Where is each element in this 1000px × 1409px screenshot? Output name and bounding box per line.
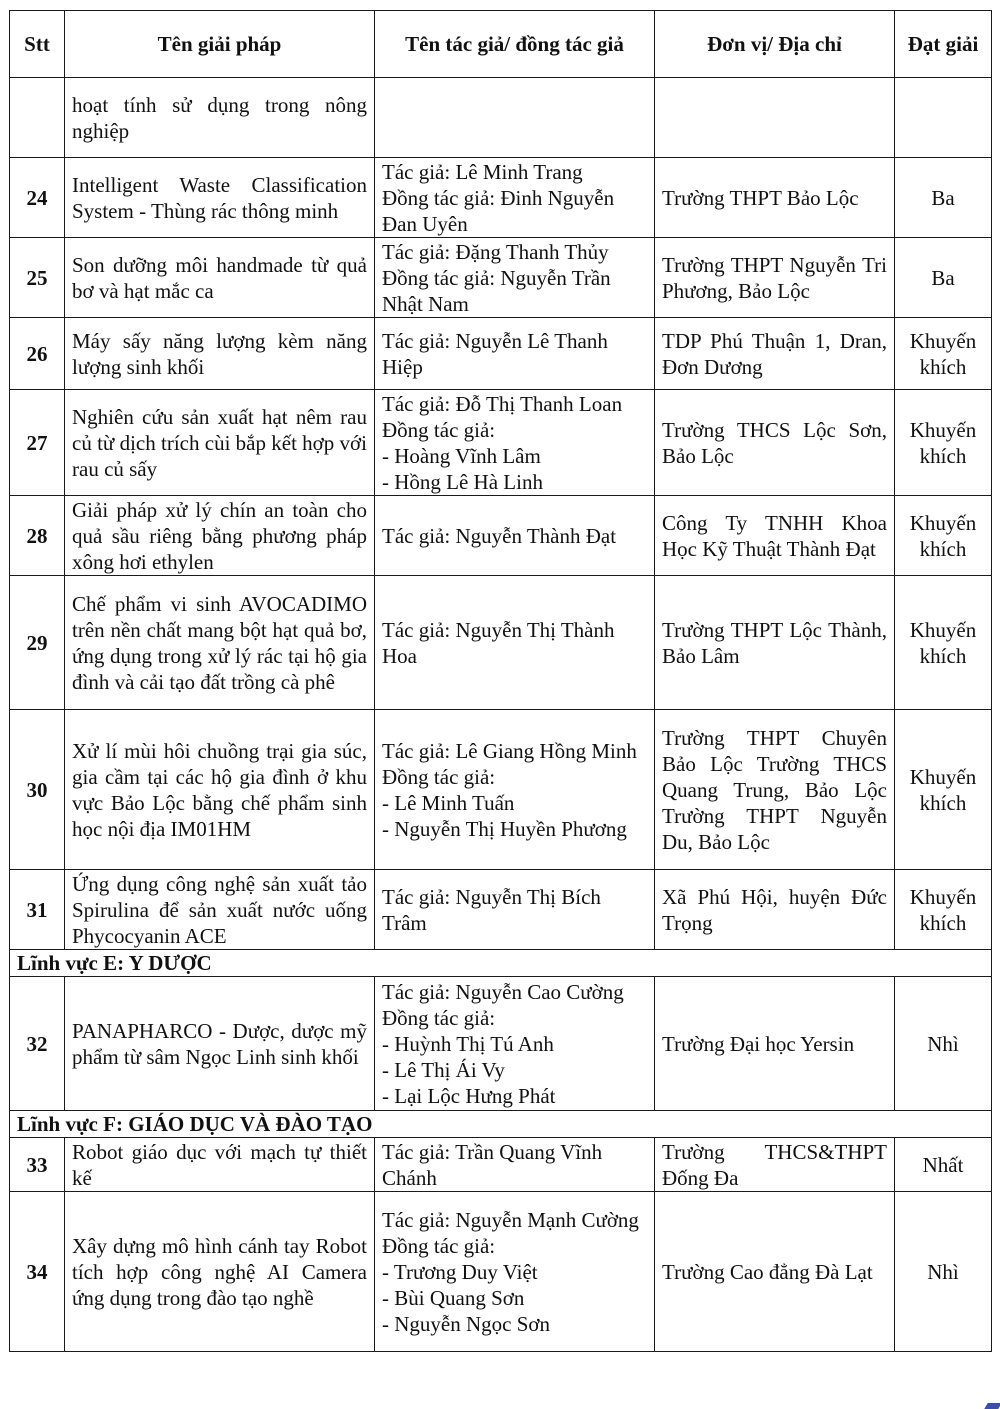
solution-name-cell: hoạt tính sử dụng trong nông nghiệp xyxy=(65,78,375,158)
solution-name-cell: Chế phẩm vi sinh AVOCADIMO trên nền chất mang bột hạt quả bơ, ứng dụng trong xử lý rác tại hộ gia đình và cải tạo đất trồng cà phê xyxy=(65,576,375,710)
co-author-line: - Hồng Lê Hà Linh xyxy=(382,469,543,494)
author-line: Tác giả: Nguyễn Thị Thành Hoa xyxy=(382,617,615,668)
unit-address-cell: Trường THPT Lộc Thành, Bảo Lâm xyxy=(655,576,895,710)
prize-cell: Khuyến khích xyxy=(895,318,992,390)
co-author-line: - Lê Minh Tuấn xyxy=(382,790,515,815)
prize-cell: Ba xyxy=(895,238,992,318)
header-name: Tên giải pháp xyxy=(65,11,375,78)
stt-cell: 34 xyxy=(10,1192,65,1352)
table-row xyxy=(10,78,992,158)
stt-cell: 30 xyxy=(10,710,65,870)
stt-cell: 33 xyxy=(10,1138,65,1192)
stt-cell: 25 xyxy=(10,238,65,318)
unit-address-cell: Trường THPT Chuyên Bảo Lộc Trường THCS Quang Trung, Bảo Lộc Trường THPT Nguyễn Du, Bảo Lộc xyxy=(655,710,895,870)
prize-cell: Khuyến khích xyxy=(895,390,992,496)
prize-cell: Khuyến khích xyxy=(895,576,992,710)
unit-address-cell: Trường Đại học Yersin xyxy=(655,977,895,1111)
co-author-line: - Nguyễn Ngọc Sơn xyxy=(382,1311,550,1336)
solution-name-cell: Xử lí mùi hôi chuồng trại gia súc, gia cầm tại các hộ gia đình ở khu vực Bảo Lộc bằng chế phẩm sinh học nội địa IM01HM xyxy=(65,710,375,870)
table-row xyxy=(10,576,992,710)
unit-address-cell: Xã Phú Hội, huyện Đức Trọng xyxy=(655,870,895,950)
table-row xyxy=(10,496,992,576)
co-author-line: Đồng tác giả: Nguyễn Trần Nhật Nam xyxy=(382,265,611,316)
stt-cell: 29 xyxy=(10,576,65,710)
table-row xyxy=(10,870,992,950)
co-author-line: - Hoàng Vĩnh Lâm xyxy=(382,443,541,468)
co-author-line: - Lại Lộc Hưng Phát xyxy=(382,1083,556,1108)
unit-address-cell xyxy=(655,78,895,158)
co-author-line: - Nguyễn Thị Huyền Phương xyxy=(382,816,627,841)
authors-cell xyxy=(375,576,655,710)
authors-cell xyxy=(375,1138,655,1192)
solution-name-cell: Ứng dụng công nghệ sản xuất tảo Spirulina để sản xuất nước uống Phycocyanin ACE xyxy=(65,870,375,950)
author-line: Tác giả: Đỗ Thị Thanh Loan xyxy=(382,391,623,416)
co-author-line: - Bùi Quang Sơn xyxy=(382,1285,525,1310)
table-row xyxy=(10,977,992,1111)
corner-mark xyxy=(984,1403,1000,1409)
solution-name-cell: Nghiên cứu sản xuất hạt nêm rau củ từ dịch trích cùi bắp kết hợp với rau củ sấy xyxy=(65,390,375,496)
table-row xyxy=(10,318,992,390)
co-author-line: Đồng tác giả: xyxy=(382,417,496,442)
solution-name-cell: Giải pháp xử lý chín an toàn cho quả sầu riêng bằng phương pháp xông hơi ethylen xyxy=(65,496,375,576)
co-author-line: Đồng tác giả: xyxy=(382,764,496,789)
authors-cell xyxy=(375,158,655,238)
unit-address-cell: Trường THCS&THPT Đống Đa xyxy=(655,1138,895,1192)
co-author-line: - Lê Thị Ái Vy xyxy=(382,1057,505,1082)
authors-cell xyxy=(375,496,655,576)
unit-address-cell: Trường Cao đẳng Đà Lạt xyxy=(655,1192,895,1352)
unit-address-cell: Trường THPT Bảo Lộc xyxy=(655,158,895,238)
document-page xyxy=(9,10,992,1352)
table-row xyxy=(10,390,992,496)
table-row xyxy=(10,1192,992,1352)
table-row xyxy=(10,710,992,870)
author-line: Tác giả: Lê Minh Trang xyxy=(382,159,583,184)
prize-cell: Khuyến khích xyxy=(895,870,992,950)
author-line: Tác giả: Nguyễn Lê Thanh Hiệp xyxy=(382,328,608,379)
stt-cell: 31 xyxy=(10,870,65,950)
author-line: Tác giả: Nguyễn Cao Cường xyxy=(382,979,624,1004)
solution-name-cell: Robot giáo dục với mạch tự thiết kế xyxy=(65,1138,375,1192)
authors-cell xyxy=(375,318,655,390)
solution-name-cell: Son dưỡng môi handmade từ quả bơ và hạt mắc ca xyxy=(65,238,375,318)
prize-cell: Nhì xyxy=(895,1192,992,1352)
prize-cell: Khuyến khích xyxy=(895,496,992,576)
prize-cell: Ba xyxy=(895,158,992,238)
authors-cell xyxy=(375,238,655,318)
co-author-line: - Trương Duy Việt xyxy=(382,1259,538,1284)
prize-cell: Khuyến khích xyxy=(895,710,992,870)
solution-name-cell: PANAPHARCO - Dược, dược mỹ phẩm từ sâm Ngọc Linh sinh khối xyxy=(65,977,375,1111)
co-author-line: Đồng tác giả: Đinh Nguyễn Đan Uyên xyxy=(382,185,615,236)
unit-address-cell: Công Ty TNHH Khoa Học Kỹ Thuật Thành Đạt xyxy=(655,496,895,576)
section-row xyxy=(10,1111,992,1138)
author-line: Tác giả: Nguyễn Mạnh Cường xyxy=(382,1207,639,1232)
unit-address-cell: Trường THPT Nguyễn Tri Phương, Bảo Lộc xyxy=(655,238,895,318)
header-row xyxy=(10,11,992,78)
authors-cell xyxy=(375,870,655,950)
authors-cell xyxy=(375,977,655,1111)
header-stt: Stt xyxy=(10,11,65,78)
header-authors: Tên tác giả/ đồng tác giả xyxy=(375,11,655,78)
unit-address-cell: Trường THCS Lộc Sơn, Bảo Lộc xyxy=(655,390,895,496)
co-author-line: - Huỳnh Thị Tú Anh xyxy=(382,1031,554,1056)
table-row xyxy=(10,1138,992,1192)
author-line: Tác giả: Nguyễn Thành Đạt xyxy=(382,523,617,548)
prize-cell: Nhì xyxy=(895,977,992,1111)
solution-name-cell: Intelligent Waste Classification System - Thùng rác thông minh xyxy=(65,158,375,238)
authors-cell xyxy=(375,1192,655,1352)
prize-cell: Nhất xyxy=(895,1138,992,1192)
prize-cell xyxy=(895,78,992,158)
co-author-line: Đồng tác giả: xyxy=(382,1233,496,1258)
author-line: Tác giả: Đặng Thanh Thủy xyxy=(382,239,609,264)
stt-cell: 26 xyxy=(10,318,65,390)
awards-table xyxy=(9,10,992,1352)
stt-cell: 32 xyxy=(10,977,65,1111)
section-title: Lĩnh vực F: GIÁO DỤC VÀ ĐÀO TẠO xyxy=(10,1111,992,1138)
stt-cell: 28 xyxy=(10,496,65,576)
stt-cell: 24 xyxy=(10,158,65,238)
stt-cell: 27 xyxy=(10,390,65,496)
author-line: Tác giả: Nguyễn Thị Bích Trâm xyxy=(382,884,601,935)
authors-cell xyxy=(375,710,655,870)
table-body xyxy=(10,78,992,1352)
solution-name-cell: Máy sấy năng lượng kèm năng lượng sinh khối xyxy=(65,318,375,390)
section-title: Lĩnh vực E: Y DƯỢC xyxy=(10,950,992,977)
header-unit: Đơn vị/ Địa chỉ xyxy=(655,11,895,78)
author-line: Tác giả: Lê Giang Hồng Minh xyxy=(382,738,637,763)
solution-name-cell: Xây dựng mô hình cánh tay Robot tích hợp công nghệ AI Camera ứng dụng trong đào tạo nghề xyxy=(65,1192,375,1352)
unit-address-cell: TDP Phú Thuận 1, Dran, Đơn Dương xyxy=(655,318,895,390)
table-row xyxy=(10,158,992,238)
author-line: Tác giả: Trần Quang Vĩnh Chánh xyxy=(382,1139,603,1190)
co-author-line: Đồng tác giả: xyxy=(382,1005,496,1030)
authors-cell xyxy=(375,78,655,158)
table-row xyxy=(10,238,992,318)
header-prize: Đạt giải xyxy=(895,11,992,78)
authors-cell xyxy=(375,390,655,496)
section-row xyxy=(10,950,992,977)
stt-cell xyxy=(10,78,65,158)
